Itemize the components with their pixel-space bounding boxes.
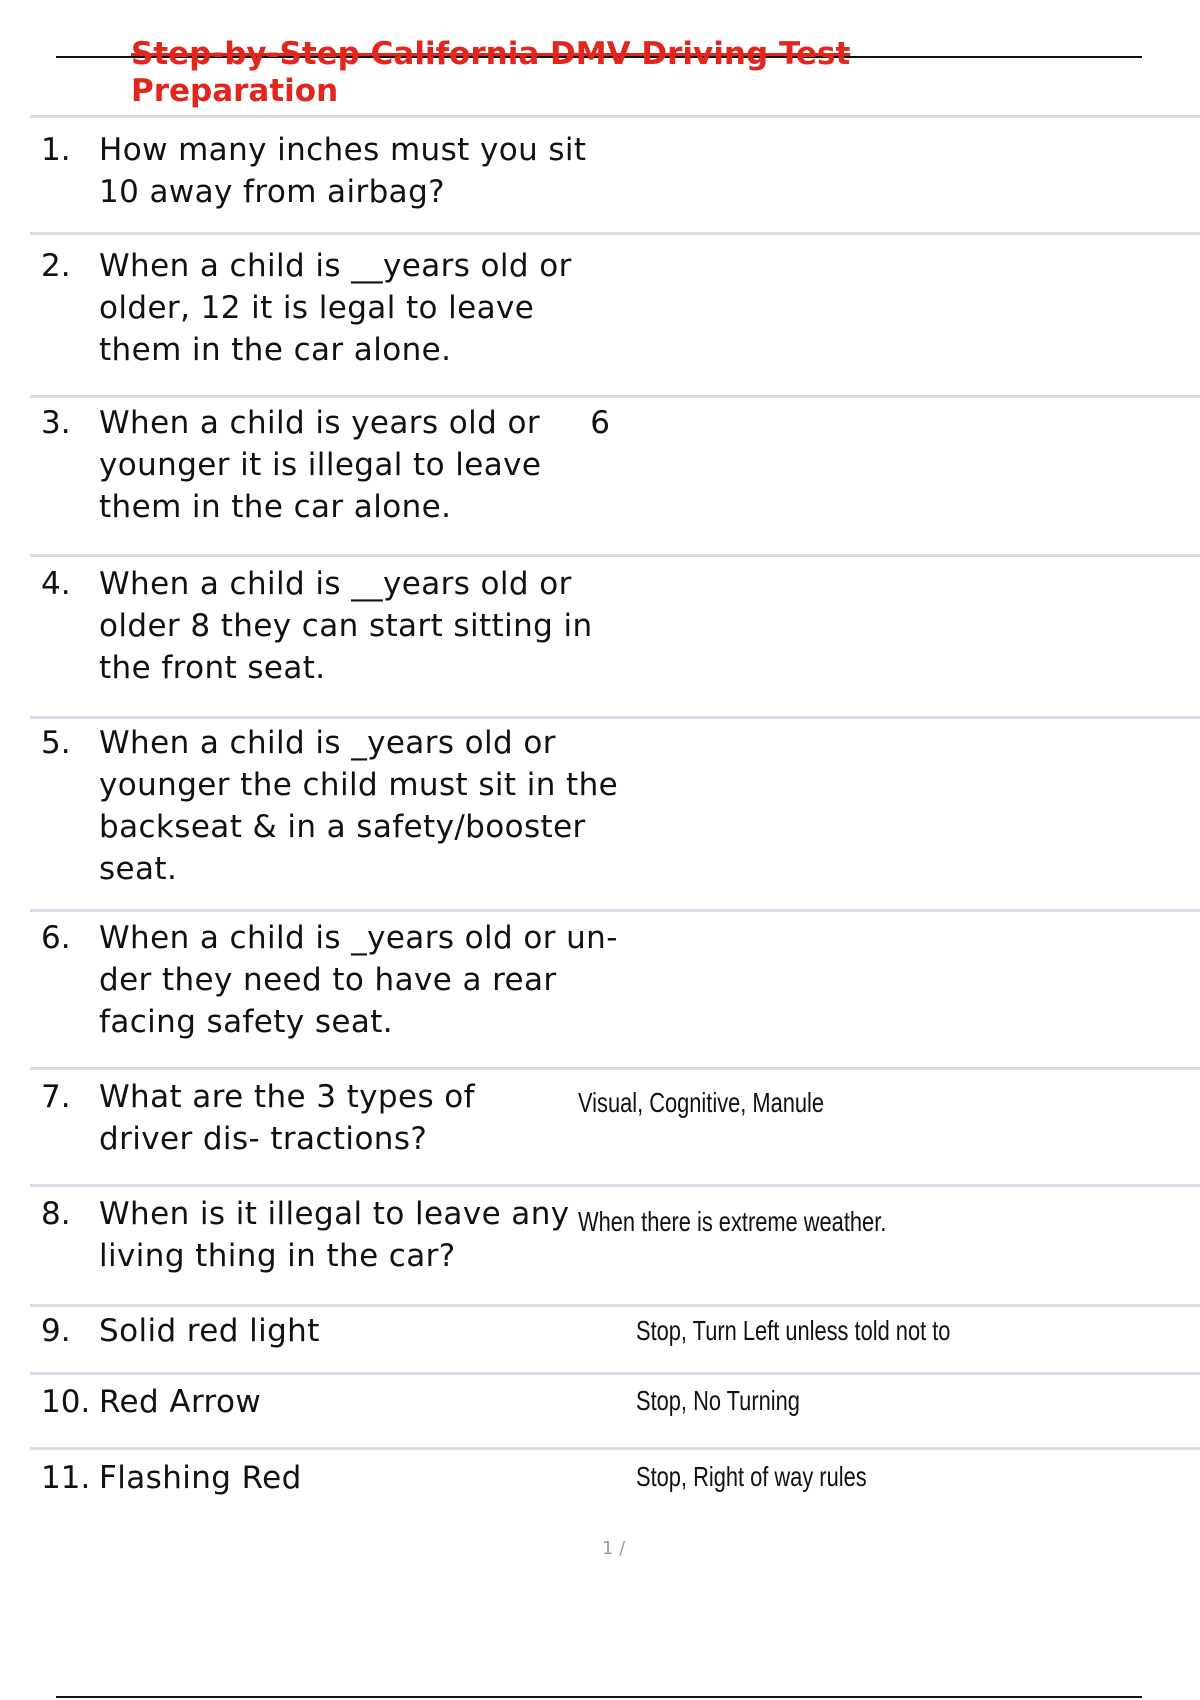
inline-answer: 10 — [99, 174, 140, 210]
answer-text: When there is extreme weather. — [578, 1206, 887, 1237]
question-row-10 — [30, 1372, 1200, 1447]
question-number: 9. — [41, 1313, 71, 1349]
question-text — [99, 129, 619, 213]
question-text-before: Flashing Red — [99, 1460, 302, 1496]
question-text-before: How many inches must you sit — [99, 132, 587, 168]
question-text — [99, 402, 619, 528]
answer-text: Stop, Right of way rules — [636, 1461, 867, 1492]
answer-text: Stop, Turn Left unless told not to — [636, 1315, 951, 1346]
question-row-3 — [30, 395, 1200, 554]
question-text-before: Red Arrow — [99, 1384, 262, 1420]
question-text-before: When is it illegal to leave any living thing in the car? — [99, 1196, 570, 1274]
question-text-before: When a child is __years old or older — [99, 566, 572, 644]
footer-rule — [56, 1696, 1142, 1698]
question-number: 3. — [41, 405, 71, 441]
inline-answer: 6 — [590, 405, 611, 441]
question-text — [99, 1310, 619, 1352]
question-number: 2. — [41, 248, 71, 284]
page-number-mark: 1 / — [602, 1538, 626, 1559]
title-line-2: Preparation — [131, 73, 339, 109]
question-text-after: away from airbag? — [139, 174, 446, 210]
question-row-5 — [30, 716, 1200, 909]
inline-answer: 12 — [200, 290, 241, 326]
question-row-6 — [30, 909, 1200, 1067]
question-text-before: Solid red light — [99, 1313, 320, 1349]
question-table — [30, 115, 1200, 1517]
question-number: 8. — [41, 1196, 71, 1232]
question-text — [99, 1381, 619, 1423]
question-text-before: When a child is __years old or older, — [99, 248, 572, 326]
question-row-2 — [30, 232, 1200, 395]
question-row-1 — [30, 115, 1200, 232]
question-number: 1. — [41, 132, 71, 168]
question-text-after: younger it is illegal to leave them in the car alone. — [99, 447, 542, 525]
question-row-11 — [30, 1447, 1200, 1517]
title-line-1: Step-by-Step California DMV Driving Test — [131, 36, 851, 72]
question-number: 10. — [41, 1384, 91, 1420]
question-text — [99, 1193, 579, 1277]
inline-answer: 8 — [190, 608, 211, 644]
question-row-9 — [30, 1304, 1200, 1372]
question-text-before: When a child is years old or — [99, 405, 551, 441]
question-number: 6. — [41, 920, 71, 956]
question-number: 4. — [41, 566, 71, 602]
question-number: 11. — [41, 1460, 91, 1496]
question-row-8 — [30, 1184, 1200, 1304]
answer-text: Visual, Cognitive, Manule — [578, 1087, 825, 1118]
question-text-after: they can start sitting in the front seat. — [99, 608, 593, 686]
question-number: 7. — [41, 1079, 71, 1115]
question-row-4 — [30, 554, 1200, 716]
question-text — [99, 563, 619, 689]
question-text — [99, 1076, 549, 1160]
question-text — [99, 722, 619, 890]
question-text-before: When a child is _years old or younger the child must sit in the backseat & in a safety/booster seat. — [99, 725, 619, 887]
question-text-before: When a child is _years old or un- der they need to have a rear facing safety seat. — [99, 920, 618, 1040]
question-text-before: What are the 3 types of driver dis- tractions? — [99, 1079, 475, 1157]
answer-text: Stop, No Turning — [636, 1385, 800, 1416]
question-row-7 — [30, 1067, 1200, 1184]
question-text-after: it is legal to leave them in the car alone. — [99, 290, 535, 368]
question-text — [99, 917, 619, 1043]
question-text — [99, 1457, 619, 1499]
question-number: 5. — [41, 725, 71, 761]
document-title — [131, 36, 1031, 110]
question-text — [99, 245, 619, 371]
